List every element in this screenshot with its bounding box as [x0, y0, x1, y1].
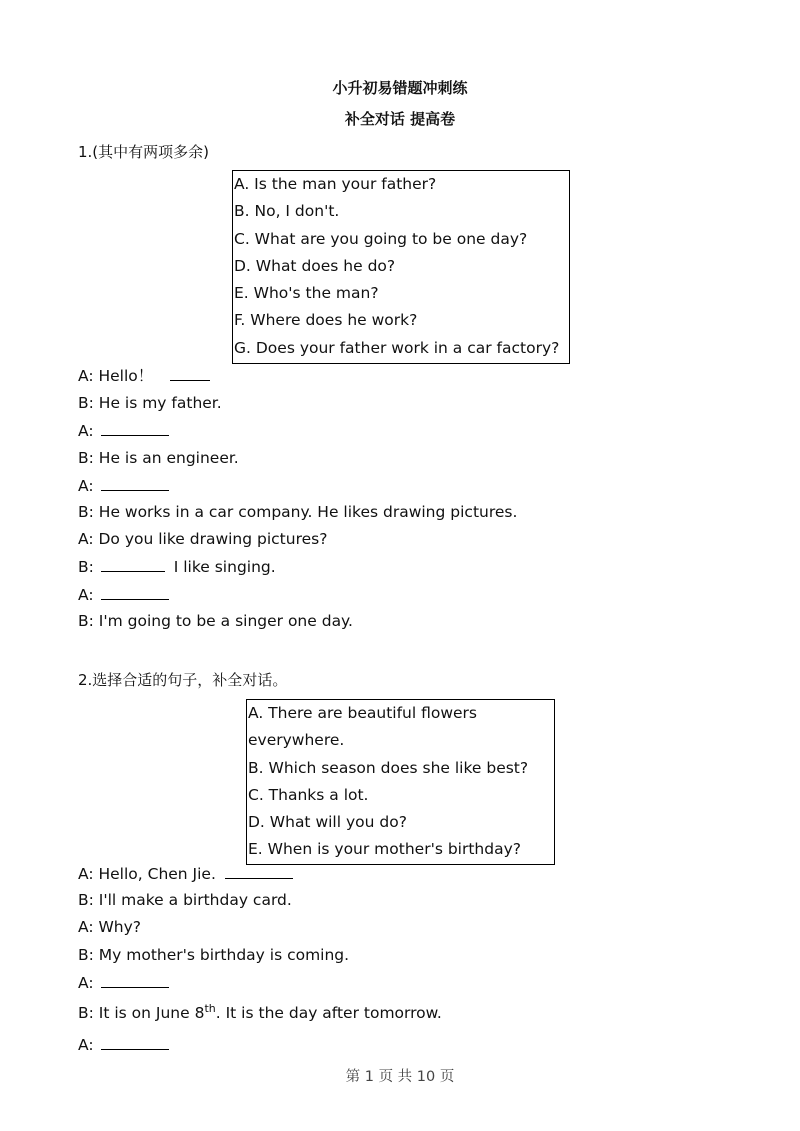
dialogue-text: B: — [78, 558, 94, 576]
answer-blank[interactable] — [170, 366, 210, 381]
option-d: D. What does he do? — [234, 256, 396, 275]
option-a: A. Is the man your father? — [234, 175, 437, 193]
option-b: B. No, I don't. — [234, 202, 340, 221]
answer-blank[interactable] — [101, 1035, 169, 1050]
dialogue-line — [78, 864, 293, 883]
question-2-options-box — [246, 699, 555, 865]
dialogue-line: B: He is my father. — [78, 394, 222, 412]
dialogue-text: A: — [78, 1036, 94, 1054]
dialogue-line — [78, 476, 169, 495]
option-c: C. Thanks a lot. — [248, 785, 369, 804]
dialogue-line: A: Do you like drawing pictures? — [78, 530, 328, 548]
dialogue-line — [78, 364, 210, 386]
dialogue-line: B: I'll make a birthday card. — [78, 891, 292, 909]
question-1-heading: 1.(其中有两项多余) — [78, 143, 210, 161]
page-footer: 第 1 页 共 10 页 — [345, 1069, 455, 1085]
question-2-heading: 2.选择合适的句子，补全对话。 — [78, 671, 288, 689]
option-e: E. Who's the man? — [234, 284, 379, 303]
dialogue-line — [78, 1002, 442, 1022]
dialogue-line — [78, 421, 169, 440]
page-title: 小升初易错题冲刺练 — [332, 79, 468, 97]
dialogue-line: B: My mother's birthday is coming. — [78, 946, 350, 964]
answer-blank[interactable] — [101, 421, 169, 436]
dialogue-text: A: Hello！ — [78, 367, 154, 385]
dialogue-text: A: — [78, 586, 94, 604]
option-b: B. Which season does she like best? — [248, 758, 529, 777]
dialogue-text: . It is the day after tomorrow. — [215, 1004, 442, 1023]
dialogue-text: I like singing. — [173, 558, 276, 576]
answer-blank[interactable] — [101, 476, 169, 491]
dialogue-text: B: It is on June 8 — [78, 1004, 205, 1023]
dialogue-line: A: Why? — [78, 918, 142, 936]
dialogue-line — [78, 585, 169, 604]
answer-blank[interactable] — [101, 973, 169, 988]
answer-blank[interactable] — [225, 864, 293, 879]
question-1-options-box — [232, 170, 570, 364]
option-a: A. There are beautiful flowers — [248, 704, 478, 722]
answer-blank[interactable] — [101, 557, 165, 572]
dialogue-text: A: — [78, 974, 94, 992]
page-subtitle: 补全对话 提高卷 — [344, 110, 456, 128]
dialogue-text: A: Hello, Chen Jie. — [78, 865, 216, 883]
dialogue-line: B: He is an engineer. — [78, 449, 239, 467]
option-e: E. When is your mother's birthday? — [248, 840, 521, 859]
ordinal-suffix: th — [204, 1002, 216, 1015]
option-g: G. Does your father work in a car factory? — [234, 338, 560, 357]
dialogue-line — [78, 1035, 169, 1054]
dialogue-line — [78, 557, 276, 576]
dialogue-line — [78, 973, 169, 992]
dialogue-line: B: He works in a car company. He likes drawing pictures. — [78, 503, 518, 521]
option-c: C. What are you going to be one day? — [234, 229, 528, 248]
option-a-cont: everywhere. — [248, 731, 345, 750]
answer-blank[interactable] — [101, 585, 169, 600]
dialogue-text: A: — [78, 477, 94, 495]
dialogue-text: A: — [78, 422, 94, 440]
option-d: D. What will you do? — [248, 813, 407, 832]
option-f: F. Where does he work? — [234, 311, 418, 330]
dialogue-line: B: I'm going to be a singer one day. — [78, 612, 353, 630]
